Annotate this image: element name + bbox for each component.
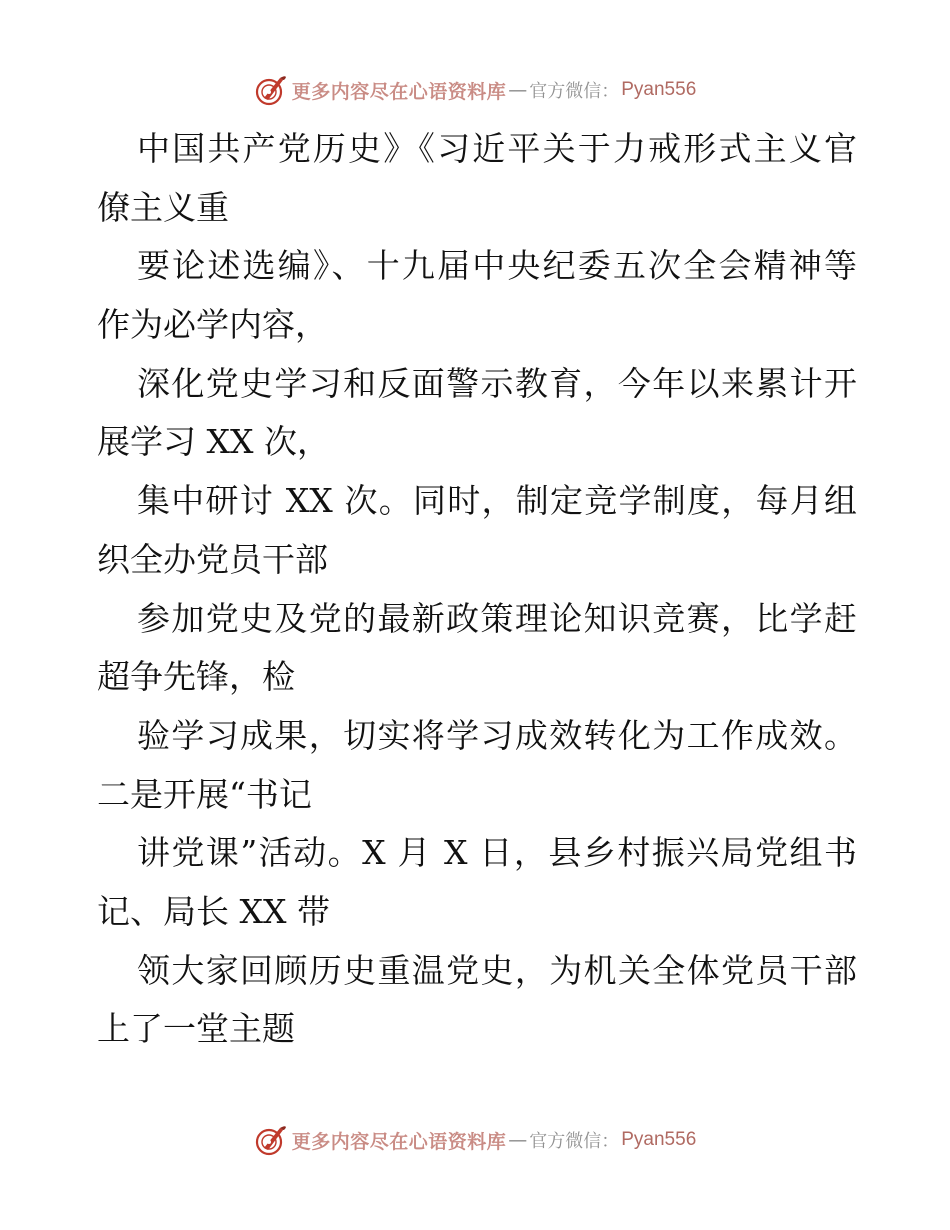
text-line: 上了一堂主题	[97, 1009, 295, 1049]
quill-logo-icon	[254, 73, 288, 107]
header-wechat-id: Pyan556	[621, 79, 697, 100]
text-line: 作为必学内容，	[97, 305, 328, 345]
text-line: 超争先锋，检	[97, 657, 295, 697]
text-line: 记、局长 XX 带	[97, 891, 330, 931]
text-line: 深化党史学习和反面警示教育，今年以来累计开	[137, 363, 857, 403]
header-separator: —	[508, 79, 528, 101]
footer-wechat-id: Pyan556	[621, 1129, 697, 1150]
text-line: 领大家回顾历史重温党史，为机关全体党员干部	[137, 950, 857, 990]
text-line: 讲党课”活动。X 月 X 日，县乡村振兴局党组书	[137, 833, 857, 873]
text-line: 二是开展“书记	[97, 774, 312, 814]
text-line: 僚主义重	[97, 187, 229, 227]
text-line: 集中研讨 XX 次。同时，制定竞学制度，每月组	[137, 481, 857, 521]
quill-logo-icon	[254, 1123, 288, 1157]
footer-separator: —	[508, 1129, 528, 1151]
text-line: 中国共产党历史》《习近平关于力戒形式主义官	[137, 129, 857, 168]
text-line: 织全办党员干部	[97, 539, 328, 579]
header-wechat-label: 官方微信：	[529, 81, 620, 102]
document-body	[97, 120, 857, 1059]
text-line: 参加党史及党的最新政策理论知识竞赛，比学赶	[137, 598, 857, 638]
text-line: 要论述选编》、十九届中央纪委五次全会精神等	[137, 246, 857, 286]
footer-wechat-label: 官方微信：	[529, 1131, 620, 1152]
footer-watermark	[0, 1120, 950, 1160]
text-line: 验学习成果，切实将学习成效转化为工作成效。	[137, 715, 857, 755]
footer-promo-text: 更多内容尽在心语资料库	[291, 1130, 507, 1153]
header-promo-text: 更多内容尽在心语资料库	[291, 80, 507, 103]
text-line: 展学习 XX 次，	[97, 422, 330, 462]
header-watermark	[0, 70, 950, 110]
